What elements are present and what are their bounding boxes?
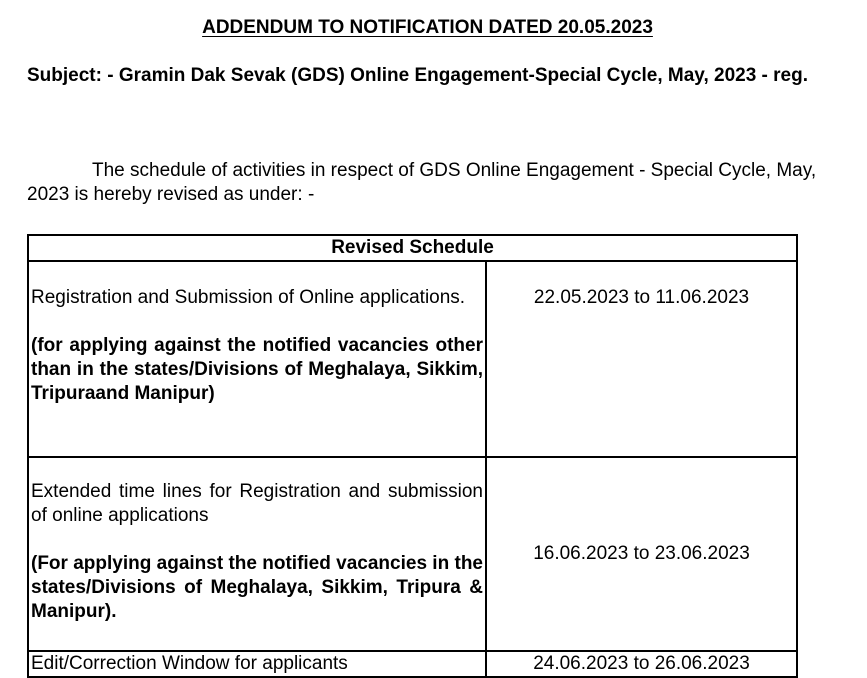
activity-note: (for applying against the notified vacancies other than in the states/Divisions of Meghalaya, Sikkim, Tripuraand Manipur) <box>31 335 483 404</box>
table-row <box>28 457 797 651</box>
schedule-header-row <box>28 235 797 261</box>
activity-description: Registration and Submission of Online applications. <box>31 287 466 308</box>
activity-description: Edit/Correction Window for applicants <box>31 653 348 674</box>
activity-description: Extended time lines for Registration and submission of online applications <box>31 481 483 526</box>
period-cell: 22.05.2023 to 11.06.2023 <box>486 261 797 457</box>
subject-line: Subject: - Gramin Dak Sevak (GDS) Online Engagement-Special Cycle, May, 2023 - reg. <box>27 65 809 86</box>
intro-paragraph: The schedule of activities in respect of GDS Online Engagement - Special Cycle, May, 2023 is hereby revised as under: - <box>27 160 817 205</box>
table-row <box>28 651 797 677</box>
document-title-text: ADDENDUM TO NOTIFICATION DATED 20.05.2023 <box>202 17 653 38</box>
table-row <box>28 261 797 457</box>
activity-note: (For applying against the notified vacancies in the states/Divisions of Meghalaya, Sikkim, Tripura & Manipur). <box>31 553 483 622</box>
schedule-heading: Revised Schedule <box>28 235 797 261</box>
activity-cell <box>28 651 486 677</box>
activity-cell <box>28 457 486 651</box>
revised-schedule-table <box>27 234 798 678</box>
activity-cell <box>28 261 486 457</box>
period-cell: 16.06.2023 to 23.06.2023 <box>486 457 797 651</box>
document-title <box>0 16 855 40</box>
period-cell: 24.06.2023 to 26.06.2023 <box>486 651 797 677</box>
